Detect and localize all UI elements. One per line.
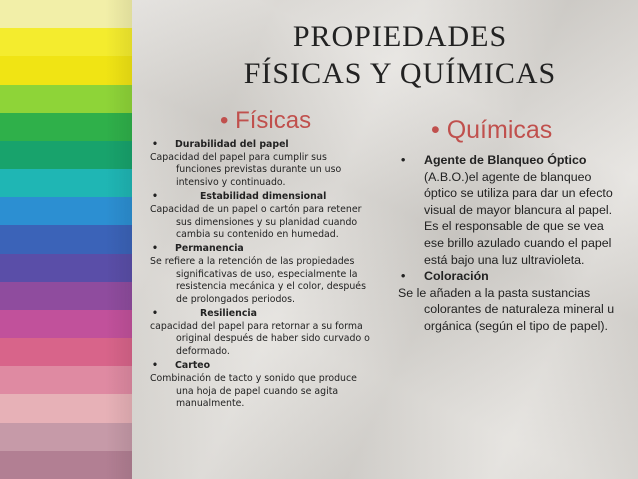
paper-color-band	[0, 310, 132, 339]
paper-color-band	[0, 197, 132, 226]
list-item-heading: • Estabilidad dimensional	[152, 191, 327, 203]
bullet-icon: •	[152, 243, 158, 255]
quimicas-heading: • Químicas	[431, 116, 553, 144]
title-line-2: FÍSICAS Y QUÍMICAS	[243, 57, 557, 90]
paper-color-band	[0, 141, 132, 170]
quimicas-list	[398, 152, 623, 335]
paper-color-band	[0, 254, 132, 283]
list-item-text: capacidad del papel para retornar a su forma original después de haber sido curvado o deformado.	[150, 321, 370, 357]
list-item-text: Se refiere a la retención de las propiedades significativas de uso, especialmente la resistencia mecánica y el color, después de prolongados periodos.	[150, 256, 366, 305]
list-item-heading: • Permanencia	[152, 243, 244, 255]
bullet-icon: •	[401, 153, 406, 167]
colored-paper-strip	[0, 0, 132, 479]
paper-color-band	[0, 423, 132, 452]
paper-color-band	[0, 113, 132, 142]
paper-color-band	[0, 225, 132, 254]
title-line-1: PROPIEDADES	[292, 20, 508, 53]
list-item-text: (A.B.O.)el agente de blanqueo óptico se utiliza para dar un efecto visual de mayor blancura al papel. Es el responsable de que se vea ese brillo azulado cuando el papel está bajo una luz ultravioleta.	[424, 169, 613, 267]
bullet-icon: •	[152, 360, 158, 372]
bullet-icon: •	[152, 308, 158, 320]
bullet-icon: •	[152, 139, 158, 150]
fisicas-heading: • Físicas	[220, 107, 312, 134]
list-item-heading: • Carteo	[152, 360, 211, 372]
paper-color-band	[0, 366, 132, 395]
list-item-heading: • Resiliencia	[152, 308, 257, 320]
list-item-heading: • Agente de Blanqueo Óptico (A.B.O.)el agente de blanqueo óptico se utiliza para dar un efecto visual de mayor blancura al papel. Es el responsable de que se vea ese brillo azulado cuando el papel está bajo una luz ultravioleta.	[398, 152, 623, 268]
list-item-text: Capacidad del papel para cumplir sus funciones previstas durante un uso intensivo y continuado.	[150, 152, 342, 188]
paper-color-band	[0, 282, 132, 311]
bullet-icon: •	[401, 269, 406, 284]
paper-color-band	[0, 56, 132, 85]
paper-color-band	[0, 394, 132, 423]
list-item-heading: • Coloración	[401, 269, 489, 284]
paper-color-band	[0, 28, 132, 57]
paper-color-band	[0, 451, 132, 479]
paper-color-band	[0, 169, 132, 198]
list-item-heading: • Durabilidad del papel	[152, 139, 289, 150]
paper-color-band	[0, 85, 132, 114]
paper-color-band	[0, 338, 132, 367]
fisicas-list	[150, 137, 380, 412]
paper-color-band	[0, 0, 132, 29]
bullet-icon: •	[152, 191, 158, 203]
list-item-text: Se le añaden a la pasta sustancias colorantes de naturaleza mineral u orgánica (según el tipo de papel).	[398, 285, 615, 333]
list-item-text: Capacidad de un papel o cartón para retener sus dimensiones y su planidad cuando cambia su contenido en humedad.	[150, 204, 362, 241]
list-item-text: Combinación de tacto y sonido que produce una hoja de papel cuando se agita manualmente.	[150, 373, 357, 410]
slide-title	[200, 18, 600, 92]
